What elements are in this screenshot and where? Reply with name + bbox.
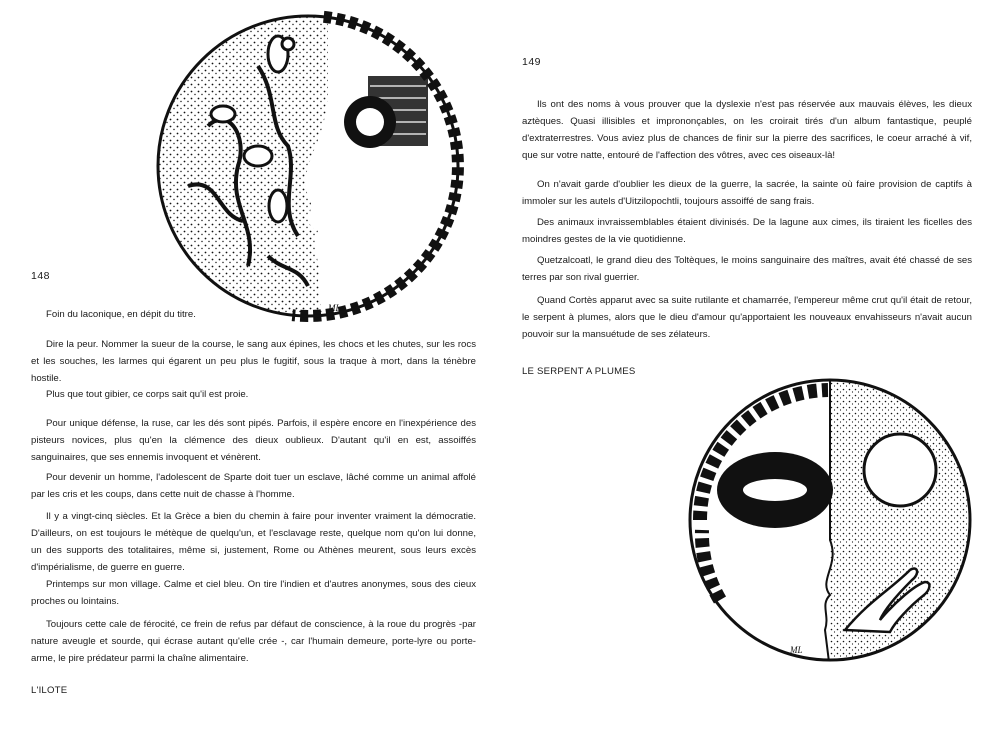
left-paragraph-2: Dire la peur. Nommer la sueur de la course, le sang aux épines, les chocs et les chutes, sur les rocs et les souches, les larmes qui égarent un peu plus le fugitif, sous la traque à mort, dans la ténèbre hostile. [31, 339, 476, 384]
left-paragraph-1: Foin du laconique, en dépit du titre. [46, 309, 196, 320]
right-section-title: LE SERPENT A PLUMES [522, 366, 636, 377]
right-circular-illustration [680, 370, 980, 670]
right-paragraph-1: Ils ont des noms à vous prouver que la dyslexie n'est pas réservée aux mauvais élèves, les dieux aztèques. Quasi illisibles et imprononçables, on les croirait tirés d'un album fantastique, peuplé d'extraterrestres. Vous aviez plus de chances de finir sur la pierre des sacrifices, le coeur arraché à vif, que sur votre natte, entouré de l'affection des vôtres, avec ces oiseaux-là! [522, 99, 972, 161]
left-page-number: 148 [31, 270, 51, 282]
right-paragraph-3: Des animaux invraissemblables étaient divinisés. De la lagune aux cimes, ils tiraient les ficelles des moindres gestes de la vie quotidienne. [522, 217, 972, 245]
right-paragraph-5: Quand Cortès apparut avec sa suite rutilante et chamarrée, l'empereur même crut qu'il était de retour, le serpent à plumes, alors que le dieu d'amour qu'apportaient les nouveaux envahisseurs n'avait aucun pouvoir sur la mansuétude de ses zélateurs. [522, 295, 972, 340]
left-paragraph-3: Plus que tout gibier, ce corps sait qu'il est proie. [46, 389, 249, 400]
right-paragraph-4: Quetzalcoatl, le grand dieu des Toltèques, le moins sanguinaire des maîtres, avait été chassé de ses terres par son rival guerrier. [522, 255, 972, 283]
left-paragraph-8: Toujours cette cale de férocité, ce frein de refus par défaut de conscience, à la roue du progrès -par nature aveugle et sourde, qui écrase autant qu'elle crée -, car l'humain demeure, porte-lyre ou porte-arme, le pire prédateur parmi la chaîne alimentaire. [31, 619, 476, 664]
left-circular-illustration [148, 6, 468, 326]
left-paragraph-6: Il y a vingt-cinq siècles. Et la Grèce a bien du chemin à faire pour inventer vraiment la démocratie. D'ailleurs, on est toujours le métèque de quelqu'un, et l'esclavage reste, quelque nom qu'on lui donne, un des supports des totalitaires, même si, justement, Rome ou Athènes meurent, sous leurs excès d'impérialisme, de guerre en guerre. [31, 511, 476, 573]
right-signature: ML [790, 645, 803, 655]
left-paragraph-4: Pour unique défense, la ruse, car les dés sont pipés. Parfois, il espère encore en l'inexpérience des pisteurs novices, plus qu'en la clémence des dieux oublieux. D'autant qu'il en est, assoiffés sanguinaires, que ses ennemis invoquent et vénèrent. [31, 418, 476, 463]
left-signature: ML [328, 303, 341, 313]
left-paragraph-7: Printemps sur mon village. Calme et ciel bleu. On tire l'indien et d'autres anonymes, sous des cieux proches ou lointains. [31, 579, 476, 607]
left-footer-title: L'ILOTE [31, 685, 68, 696]
right-paragraph-2: On n'avait garde d'oublier les dieux de la guerre, la sacrée, la sainte où faire provision de captifs à immoler sur les autels d'Uitzilopochtli, toujours assoiffé de sang frais. [522, 179, 972, 207]
right-page-number: 149 [522, 56, 542, 68]
right-page [500, 0, 1000, 733]
left-paragraph-5: Pour devenir un homme, l'adolescent de Sparte doit tuer un esclave, lâché comme un animal affolé par les cris et les coups, dans cette nuit de chasse à l'homme. [31, 472, 476, 500]
